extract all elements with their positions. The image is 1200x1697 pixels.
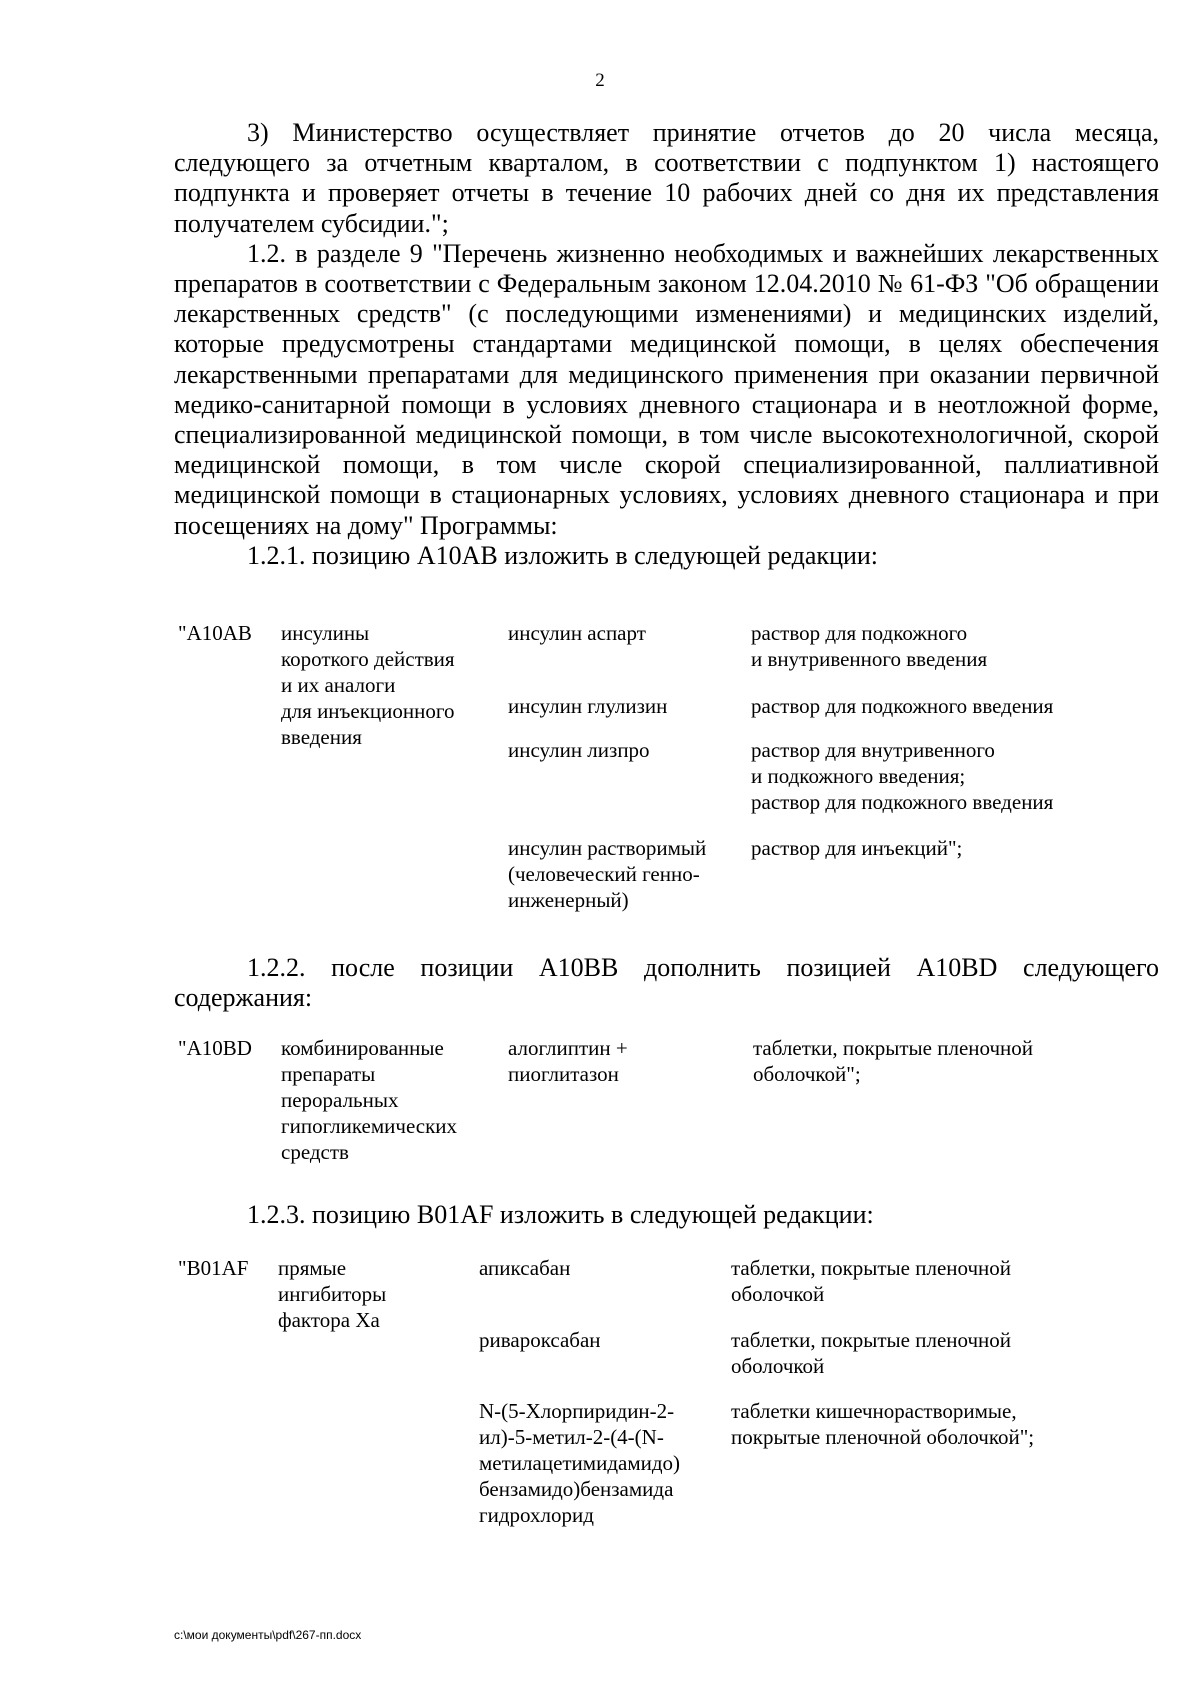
table-code: "B01AF — [178, 1256, 249, 1280]
page-number: 2 — [595, 70, 605, 91]
body-section-3 — [174, 1200, 1159, 1230]
drug-name: бензамидо)бензамида — [479, 1477, 674, 1501]
group-line: прямые — [278, 1256, 347, 1280]
paragraph-1-2: 1.2. в разделе 9 "Перечень жизненно необходимых и важнейших лекарственных препаратов в соответствии с Федеральным законом 12.04.2010 № 61-ФЗ "Об обращении лекарственных средств" (с последующими изменениями) и медицинских изделий, которые предусмотрены стандартами медицинской помощи, в целях обеспечения лекарственными препаратами для медицинского применения при оказании первичной медико-санитарной помощи в условиях дневного стационара и в неотложной форме, специализированной медицинской помощи, в том числе высокотехнологичной, скорой медицинской помощи, в том числе скорой специализированной, паллиативной медицинской помощи в стационарных условиях, условиях дневного стационара и при посещениях на дому" Программы: — [174, 238, 1159, 540]
drug-name: ривароксабан — [479, 1328, 601, 1352]
dosage-form: раствор для инъекций"; — [751, 836, 963, 860]
group-line: комбинированные — [281, 1036, 444, 1060]
dosage-form: таблетки, покрытые пленочной — [753, 1036, 1034, 1060]
group-line: фактора Ха — [278, 1308, 380, 1332]
drug-name: гидрохлорид — [479, 1503, 594, 1527]
dosage-form: раствор для внутривенного — [751, 738, 995, 762]
drug-name: N-(5-Хлорпиридин-2- — [479, 1399, 675, 1423]
group-line: препараты — [281, 1062, 376, 1086]
dosage-form: и внутривенного введения — [751, 647, 988, 671]
dosage-form: оболочкой"; — [753, 1062, 861, 1086]
group-line: ингибиторы — [278, 1282, 387, 1306]
drug-name: инсулин лизпро — [508, 738, 650, 762]
drug-name: инсулин растворимый — [508, 836, 707, 860]
dosage-form: раствор для подкожного — [751, 621, 968, 645]
paragraph-1: 3) Министерство осуществляет принятие отчетов до 20 числа месяца, следующего за отчетным кварталом, в соответствии с подпунктом 1) настоящего подпункта и проверяет отчеты в течение 10 рабочих дней со дня их представления получателем субсидии."; — [174, 118, 1159, 238]
drug-name: инсулин аспарт — [508, 621, 646, 645]
table-code: "A10AB — [178, 621, 252, 645]
drug-name: инсулин глулизин — [508, 694, 668, 718]
drug-name: метилацетимидамидо) — [479, 1451, 681, 1475]
group-line: пероральных — [281, 1088, 399, 1112]
drug-name: (человеческий генно- — [508, 862, 700, 886]
drug-name: ил)-5-метил-2-(4-(N- — [479, 1425, 664, 1449]
group-line: средств — [281, 1140, 349, 1164]
dosage-form: таблетки кишечнорастворимые, — [731, 1399, 1017, 1423]
dosage-form: таблетки, покрытые пленочной — [731, 1256, 1012, 1280]
group-line: и их аналоги — [281, 673, 396, 697]
dosage-form: и подкожного введения; — [751, 764, 966, 788]
dosage-form: оболочкой — [731, 1354, 825, 1378]
drug-name: пиоглитазон — [508, 1062, 619, 1086]
group-line: инсулины — [281, 621, 370, 645]
group-line: гипогликемических — [281, 1114, 458, 1138]
group-line: введения — [281, 725, 362, 749]
drug-name: апиксабан — [479, 1256, 571, 1280]
dosage-form: раствор для подкожного введения — [751, 694, 1054, 718]
dosage-form: покрытые пленочной оболочкой"; — [731, 1425, 1035, 1449]
dosage-form: раствор для подкожного введения — [751, 790, 1054, 814]
paragraph-1-2-3: 1.2.3. позицию B01AF изложить в следующей редакции: — [247, 1200, 874, 1229]
body-section-2 — [174, 953, 1159, 1013]
file-path-footer: c:\мои документы\pdf\267-пп.docx — [174, 1628, 362, 1642]
group-line: для инъекционного — [281, 699, 455, 723]
group-line: короткого действия — [281, 647, 455, 671]
drug-name: инженерный) — [508, 888, 629, 912]
dosage-form: оболочкой — [731, 1282, 825, 1306]
table-code: "A10BD — [178, 1036, 252, 1060]
drug-name: алоглиптин + — [508, 1036, 628, 1060]
dosage-form: таблетки, покрытые пленочной — [731, 1328, 1012, 1352]
paragraph-1-2-2: 1.2.2. после позиции A10BB дополнить позицией A10BD следующего содержания: — [174, 953, 1159, 1013]
paragraph-1-2-1: 1.2.1. позицию A10AB изложить в следующей редакции: — [247, 540, 879, 570]
body-section-1 — [174, 118, 1159, 571]
